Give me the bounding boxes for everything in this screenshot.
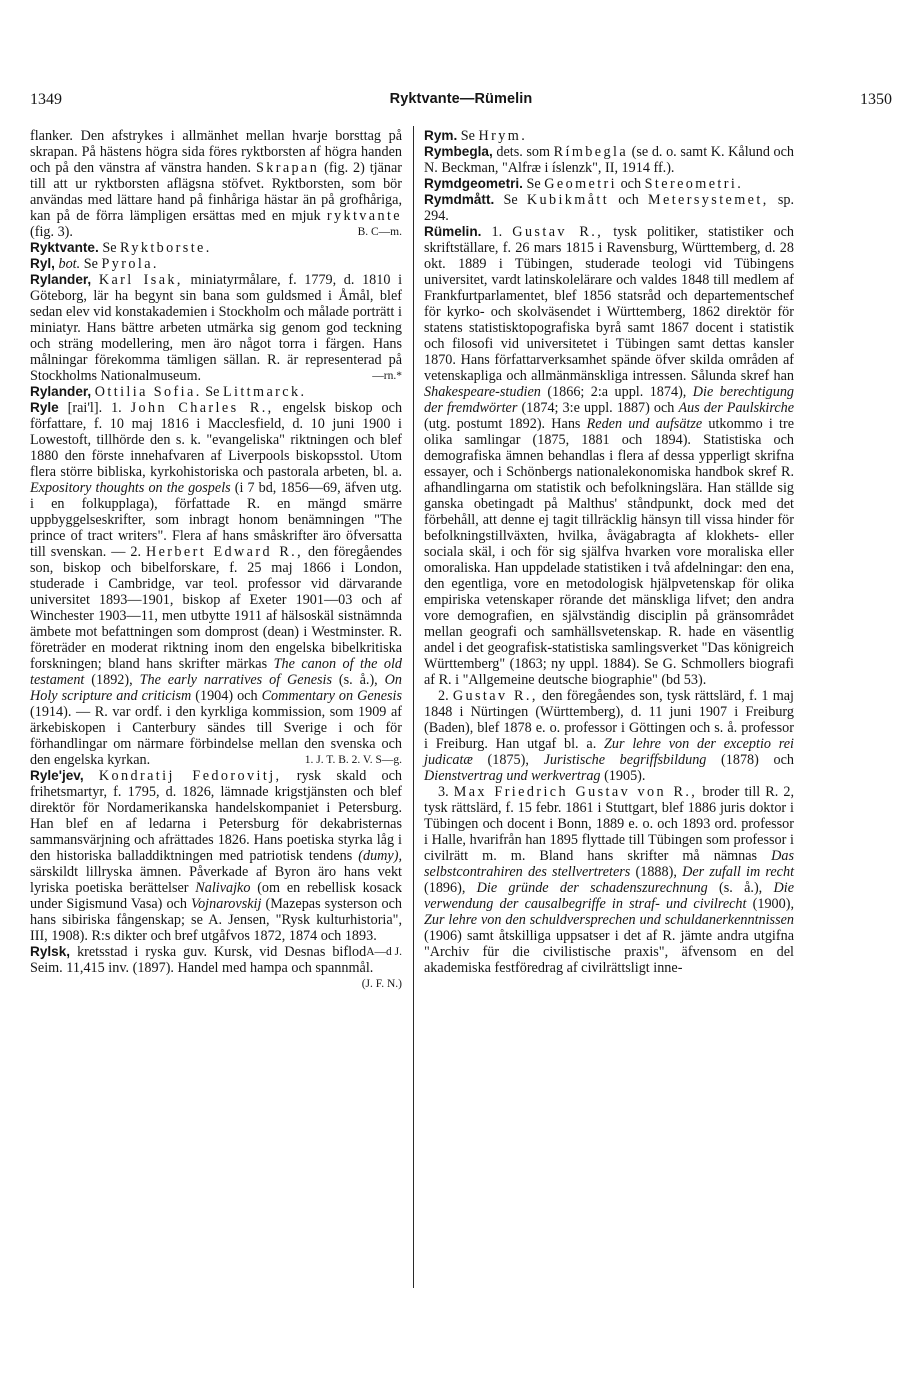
headword: Rümelin.	[424, 224, 482, 239]
author-signature: —rn.*	[372, 370, 402, 382]
left-column	[30, 128, 402, 992]
cross-reference: Hrym.	[478, 128, 528, 144]
cross-reference: Metersystemet,	[647, 192, 769, 208]
author-signature: 1. J. T. B. 2. V. S—g.	[304, 754, 402, 766]
cross-reference: Pyrola.	[101, 256, 159, 272]
entry-rumelin: Rümelin. 1. Gustav R., tysk politiker, statistiker och skriftställare, f. 26 mars 1815 i Ravensburg, Württemberg, d. 28 okt. 1889 i Tübingen, studerade teologi vid Tübingens universitet, vardt latinskolelärare och valdes 1848 till medlem af Frankfurtparlamentet, blef 1856 statsråd och departementschef för kyrko- och skolväsendet i Württemberg, 1862 direktör för statens statistisktopografiska byrå samt 1867 docent i statistik och filosofi vid universitetet i Tübingen samt dettas kansler 1870. Hans författarverksamhet spände öfver skilda områden af vetenskapliga och allmänmänskliga intressen. Sålunda skref han Shakespeare-studien (1866; 2:a uppl. 1874), Die berechtigung der fremdwörter (1874; 3:e uppl. 1887) och Aus der Paulskirche (utg. postumt 1892). Hans Reden und aufsätze utkommo i tre olika samlingar (1875, 1881 och 1894). Statistiska och demografiska ämnen behandlas i flera af dessa ypperligt skrifna essayer, och i Schönbergs nationalekonomiska handbok skref R. afhandlingarna om statistik och befolkningslära. Han ställde sig ganska obetingadt på Malthus' ståndpunkt, dock med det förbehåll, att denne ej tagit tillräcklig hänsyn till vissa hinder för befolkningstillväxten, hvilka, åvägabragta af klokhets- eller sociala skäl, i och för sig själfva hvarken vore moraliska eller omoraliska. Han uppdelade statistiken i två afdelningar: den ena, den egentliga, vore en metodologisk hjälpvetenskap för olika empiriska vetenskaper rörande det mänskliga lifvet; den andra vore demografien, en självständig disciplin på gränsområdet mellan geografi och samhällsvetenskap. R. hade en väsentlig andel i det geografisk-statistiska samlingsverket "Das königreich Württemberg" (1863; ny uppl. 1884). Se G. Schmollers biografi af R. i "Allgemeine deutsche biographie" (bd 53).	[424, 224, 795, 688]
headword: Rym.	[424, 128, 458, 143]
page-header	[30, 91, 892, 111]
running-title: Ryktvante—Rümelin	[389, 91, 533, 107]
headword: Rylander,	[30, 384, 92, 399]
entry-ryktborste-continuation: flanker. Den afstrykes i allmänhet mellan hvarje borsttag på skrapan. På hästens högra sida föres ryktborsten af högra handen och på den vänstra af vänstra handen. Skrapan (fig. 2) tjänar till att ur ryktborsten aflägsna stöfvet. Ryktborsten, som bör användas med lättare hand på finhåriga hästar än på grofhåriga, kan på de förra lämpligen ersättas med en mjuk ryktvante (fig. 3). B. C—m.	[30, 128, 403, 240]
entry-rumelin-3: 3. Max Friedrich Gustav von R., broder till R. 2, tysk rättslärd, f. 15 febr. 1861 i Stuttgart, blef 1886 juris doktor i Tübingen och docent i Bonn, 1889 e. o. och 1893 ord. professor i Halle, hvarifrån han 1895 flyttade till Tübingen som professor i civilrätt m. m. Bland hans skrifter må nämnas Das selbstcontrahiren des stellvertreters (1888), Der zufall im recht (1896), Die gründe der schadenszurechnung (s. å.), Die verwendung der causalbegriffe in straf- und civilrecht (1900), Zur lehre von den schuldversprechen und schuldanerkenntnissen (1906) samt åtskilliga uppsatser i det af R. jämte andra utgifna "Archiv für die civilistische praxis", äfvensom en del akademiska festföredrag af civilrättsligt inne-	[424, 784, 795, 976]
entry-ryl: Ryl, bot. Se Pyrola.	[30, 256, 159, 272]
page-number-left: 1349	[30, 91, 62, 108]
headword: Rylsk,	[30, 944, 71, 959]
headword: Rylander,	[30, 272, 92, 287]
column-divider	[413, 126, 414, 1288]
entry-rym: Rym. Se Hrym.	[424, 128, 528, 144]
headword: Rymdgeometri.	[424, 176, 523, 191]
headword: Rymbegla,	[424, 144, 493, 159]
cross-reference: Geometri	[544, 176, 618, 192]
entry-rumelin-2: 2. Gustav R., den föregåendes son, tysk rättslärd, f. 1 maj 1848 i Nürtingen (Württemberg), d. 11 juni 1907 i Freiburg (Baden), blef 1878 e. o. professor i Göttingen och s. å. professor i Freiburg. Han utgaf bl. a. Zur lehre von der exceptio rei judicatæ (1875), Juristische begriffsbildung (1878) och Dienstvertrag und werkvertrag (1905).	[424, 688, 795, 784]
cross-reference: Ryktborste.	[120, 240, 212, 256]
entry-rylander: Rylander, Karl Isak, miniatyrmålare, f. 1779, d. 1810 i Göteborg, lär ha begynt sin bana som guldsmed i Åmål, blef sedan elev vid konstakademien i Stockholm och målade porträtt i miniatyr. Hans bättre arbeten utmärka sig genom god teckning och sträng modellering, men äro något torra i färgen. Hans målningar förekomma tämligen sällan. R. är representerad på Stockholms Nationalmuseum. —rn.*	[30, 272, 403, 384]
entry-rymbegla: Rymbegla, dets. som Rímbegla (se d. o. samt K. Kålund och N. Beckman, "Alfræ i íslenzk", II, 1914 ff.).	[424, 144, 795, 176]
cross-reference: Littmarck.	[222, 384, 307, 400]
page-number-right: 1350	[860, 91, 892, 108]
cross-reference: Rímbegla	[553, 144, 629, 160]
headword: Ryle'jev,	[30, 768, 84, 783]
entry-rymdgeometri: Rymdgeometri. Se Geometri och Stereometri.	[424, 176, 744, 192]
entry-rylander-ottilia: Rylander, Ottilia Sofia. Se Littmarck.	[30, 384, 307, 400]
right-column	[424, 128, 794, 976]
author-signature: B. C—m.	[357, 226, 402, 238]
entry-ryle: Ryle [rai'l]. 1. John Charles R., engelsk biskop och författare, f. 10 maj 1816 i Macclesfield, d. 10 juni 1900 i Lowestoft, tillhörde den s. k. "evangeliska" riktningen och blef 1880 den förste innehafvaren af Liverpools biskopsstol. Utom flera större bibliska, kyrkohistoriska och pastorala arbeten, bl. a. Expository thoughts on the gospels (i 7 bd, 1856—69, äfven utg. i en folkupplaga), författade R. en mängd smärre uppbyggelseskrifter, som inbragt honom benämningen "The prince of tract writers". Flera af hans småskrifter äro öfversatta till svenskan. — 2. Herbert Edward R., den föregåendes son, biskop och bibelforskare, f. 25 maj 1866 i London, studerade i Cambridge, var teol. professor vid därvarande universitet 1893—1901, biskop af Exeter 1901—03 och af Winchester 1903—11, men utbytte 1911 af hälsoskäl sistnämnda ämbete mot befattningen som domprost (dean) i Westminster. R. företräder en moderat riktning inom den engelska bibelkritiska forskningen; bland hans skrifter märkas The canon of the old testament (1892), The early narratives of Genesis (s. å.), On Holy scripture and criticism (1904) och Commentary on Genesis (1914). — R. var ordf. i den kyrkliga kommission, som 1909 af ärkebiskopen i Canterbury sändes till Sverige i och för förhandlingar om närmare förbindelse mellan den svenska och den engelska kyrkan. 1. J. T. B. 2. V. S—g.	[30, 400, 403, 768]
entry-rymdmatt: Rymdmått. Se Kubikmått och Metersystemet, sp. 294.	[424, 192, 795, 224]
headword: Ryktvante.	[30, 240, 99, 255]
entry-ryktvante: Ryktvante. Se Ryktborste.	[30, 240, 212, 256]
cross-reference: Kubikmått	[526, 192, 610, 208]
author-signature: (J. F. N.)	[361, 978, 402, 990]
headword: Ryl,	[30, 256, 55, 271]
headword: Ryle	[30, 400, 59, 415]
headword: Rymdmått.	[424, 192, 495, 207]
entry-rylsk: Rylsk, kretsstad i ryska guv. Kursk, vid Desnas biflod Seim. 11,415 inv. (1897). Handel med hampa och spannmål. (J. F. N.)	[30, 944, 402, 990]
author-signature: A—d J.	[366, 946, 402, 958]
cross-reference: Stereometri.	[644, 176, 744, 192]
entry-ryleev: Ryle'jev, Kondratij Fedorovitj, rysk skald och frihetsmartyr, f. 1795, d. 1826, lämnade krigstjänsten och blef direktör för Nordamerikanska handelskompaniet i Petersburg. Han blef en af ledarna i Petersburg för dekabristernas sammansvärjning och afrättades 1826. Hans poetiska styrka låg i den historiska balladdiktningen med patriotisk tendens (dumy), särskildt lillryska ämnen. Påverkade af Byron äro hans vekt lyriska poetiska berättelser Nalivajko (om en rebellisk kosack under Sigismund Vasa) och Vojnarovskij (Mazepas systerson och hans sibiriska fångenskap; se A. Jensen, "Rysk kulturhistoria", III, 1908). R:s dikter och bref utgåfvos 1872, 1874 och 1893. A—d J.	[30, 768, 403, 958]
